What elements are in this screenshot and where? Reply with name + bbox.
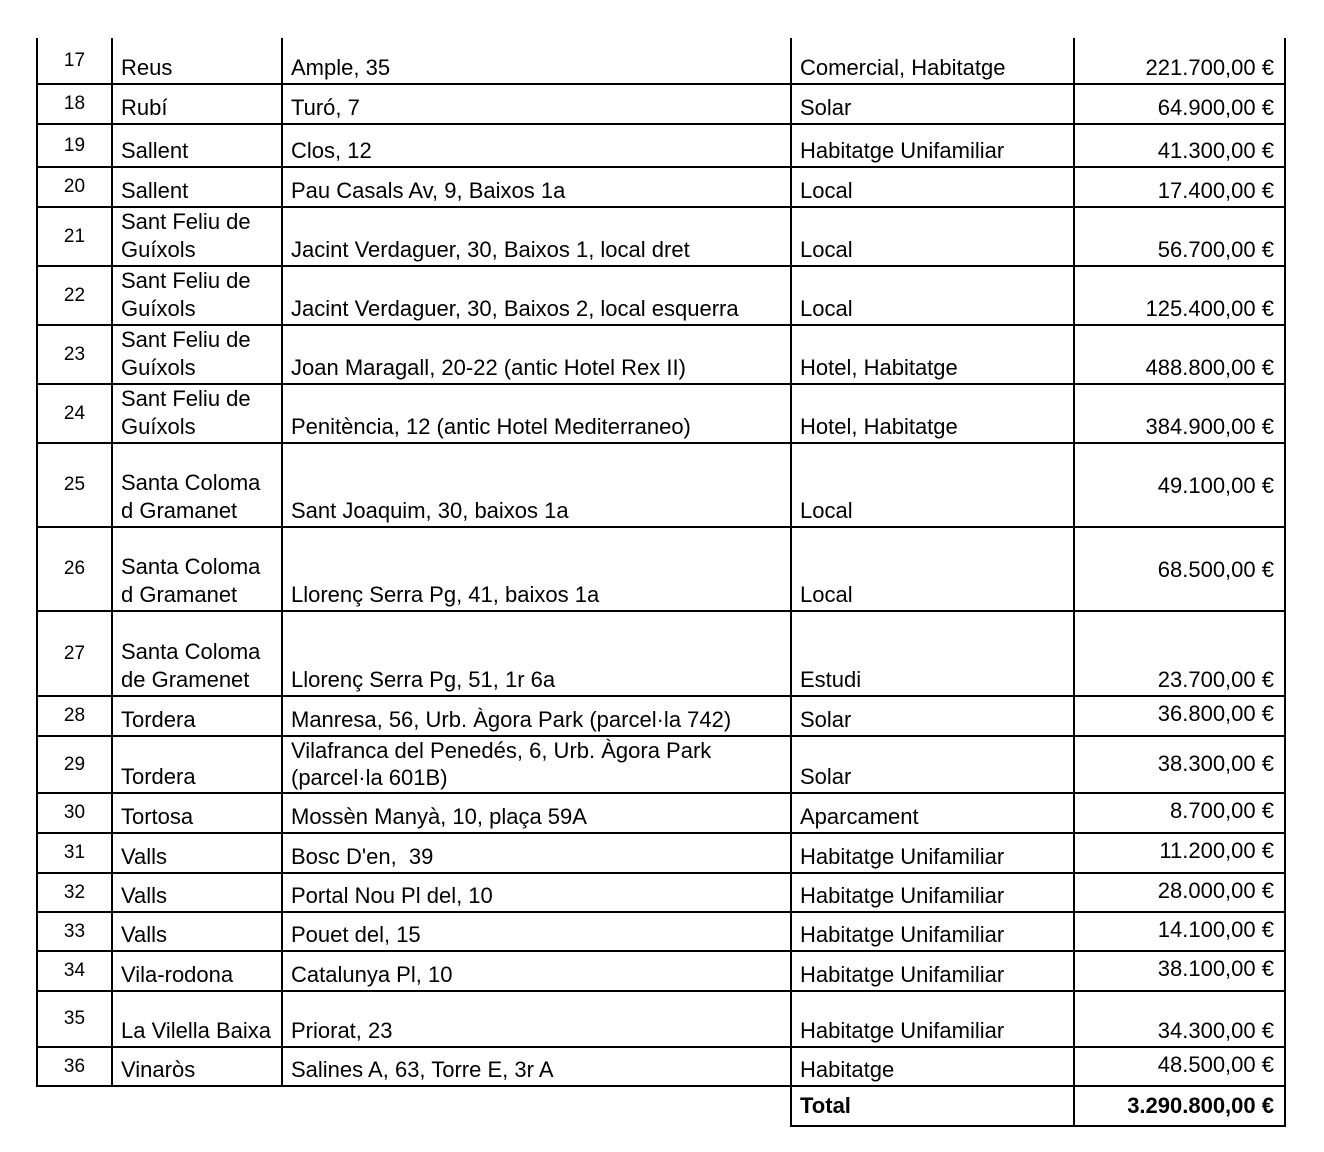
row-type: Habitatge Unifamiliar [791,912,1074,951]
row-city: Santa Coloma de Gramenet [112,611,282,696]
row-type: Comercial, Habitatge [791,38,1074,84]
table-row [37,527,1285,611]
row-price: 488.800,00 € [1074,325,1285,384]
row-price: 28.000,00 € [1074,873,1285,912]
row-number: 30 [37,793,112,833]
row-type: Solar [791,696,1074,736]
table-row [37,84,1285,124]
row-address: Turó, 7 [282,84,791,124]
total-value: 3.290.800,00 € [1074,1086,1285,1126]
row-city: Sant Feliu de Guíxols [112,325,282,384]
total-row [37,1086,1285,1126]
row-address: Mossèn Manyà, 10, plaça 59A [282,793,791,833]
table-row [37,611,1285,696]
row-address: Jacint Verdaguer, 30, Baixos 1, local dret [282,207,791,266]
row-type: Habitatge Unifamiliar [791,873,1074,912]
row-type: Aparcament [791,793,1074,833]
row-price: 48.500,00 € [1074,1047,1285,1086]
row-city: Sant Feliu de Guíxols [112,384,282,443]
row-number: 32 [37,873,112,912]
row-type: Local [791,527,1074,611]
row-type: Estudi [791,611,1074,696]
row-address: Priorat, 23 [282,991,791,1047]
row-city: Sant Feliu de Guíxols [112,266,282,325]
row-address: Joan Maragall, 20-22 (antic Hotel Rex II) [282,325,791,384]
table-row [37,793,1285,833]
row-price: 38.300,00 € [1074,736,1285,793]
table-row [37,266,1285,325]
row-number: 17 [37,38,112,84]
row-type: Local [791,207,1074,266]
table-row [37,873,1285,912]
row-number: 28 [37,696,112,736]
row-address: Pau Casals Av, 9, Baixos 1a [282,167,791,207]
row-price: 64.900,00 € [1074,84,1285,124]
row-city: Sant Feliu de Guíxols [112,207,282,266]
table-row [37,207,1285,266]
row-price: 68.500,00 € [1074,527,1285,611]
row-price: 34.300,00 € [1074,991,1285,1047]
row-number: 29 [37,736,112,793]
row-city: Reus [112,38,282,84]
row-city: Vila-rodona [112,951,282,991]
table-row [37,124,1285,167]
row-city: Tortosa [112,793,282,833]
row-number: 25 [37,443,112,527]
row-address: Manresa, 56, Urb. Àgora Park (parcel·la 742) [282,696,791,736]
row-address: Clos, 12 [282,124,791,167]
row-price: 36.800,00 € [1074,696,1285,736]
table-row [37,38,1285,84]
table-row [37,325,1285,384]
row-type: Habitatge Unifamiliar [791,124,1074,167]
row-address: Llorenç Serra Pg, 41, baixos 1a [282,527,791,611]
row-type: Local [791,443,1074,527]
row-number: 24 [37,384,112,443]
property-table [36,38,1286,1127]
table-row [37,167,1285,207]
row-type: Solar [791,736,1074,793]
row-type: Habitatge Unifamiliar [791,991,1074,1047]
row-city: Tordera [112,736,282,793]
row-city: Valls [112,833,282,873]
row-city: Santa Coloma d Gramanet [112,443,282,527]
row-address: Salines A, 63, Torre E, 3r A [282,1047,791,1086]
total-spacer [282,1086,791,1126]
total-spacer [37,1086,112,1126]
row-address: Pouet del, 15 [282,912,791,951]
table-row [37,912,1285,951]
row-address: Catalunya Pl, 10 [282,951,791,991]
table-row [37,951,1285,991]
row-city: La Vilella Baixa [112,991,282,1047]
row-city: Vinaròs [112,1047,282,1086]
row-price: 56.700,00 € [1074,207,1285,266]
table-row [37,696,1285,736]
row-type: Local [791,266,1074,325]
row-number: 18 [37,84,112,124]
row-city: Valls [112,873,282,912]
row-number: 35 [37,991,112,1047]
row-address: Portal Nou Pl del, 10 [282,873,791,912]
row-price: 8.700,00 € [1074,793,1285,833]
row-city: Sallent [112,124,282,167]
row-number: 34 [37,951,112,991]
row-number: 22 [37,266,112,325]
row-type: Solar [791,84,1074,124]
row-city: Sallent [112,167,282,207]
row-type: Local [791,167,1074,207]
total-label: Total [791,1086,1074,1126]
row-price: 41.300,00 € [1074,124,1285,167]
row-address: Bosc D'en, 39 [282,833,791,873]
row-number: 36 [37,1047,112,1086]
table-row [37,443,1285,527]
row-number: 26 [37,527,112,611]
row-price: 11.200,00 € [1074,833,1285,873]
row-type: Habitatge Unifamiliar [791,833,1074,873]
row-number: 21 [37,207,112,266]
row-price: 17.400,00 € [1074,167,1285,207]
row-price: 384.900,00 € [1074,384,1285,443]
row-type: Habitatge Unifamiliar [791,951,1074,991]
row-city: Valls [112,912,282,951]
row-address: Jacint Verdaguer, 30, Baixos 2, local esquerra [282,266,791,325]
row-city: Tordera [112,696,282,736]
row-city: Rubí [112,84,282,124]
row-number: 19 [37,124,112,167]
table-row [37,1047,1285,1086]
row-price: 125.400,00 € [1074,266,1285,325]
row-number: 33 [37,912,112,951]
row-price: 49.100,00 € [1074,443,1285,527]
row-type: Hotel, Habitatge [791,325,1074,384]
row-number: 23 [37,325,112,384]
table-row [37,736,1285,793]
table-row [37,384,1285,443]
row-type: Habitatge [791,1047,1074,1086]
table-row [37,833,1285,873]
row-price: 14.100,00 € [1074,912,1285,951]
row-address: Penitència, 12 (antic Hotel Mediterraneo) [282,384,791,443]
total-spacer [112,1086,282,1126]
row-price: 221.700,00 € [1074,38,1285,84]
row-address: Vilafranca del Penedés, 6, Urb. Àgora Park (parcel·la 601B) [282,736,791,793]
row-address: Sant Joaquim, 30, baixos 1a [282,443,791,527]
row-number: 27 [37,611,112,696]
row-price: 23.700,00 € [1074,611,1285,696]
row-price: 38.100,00 € [1074,951,1285,991]
row-type: Hotel, Habitatge [791,384,1074,443]
row-number: 20 [37,167,112,207]
row-address: Ample, 35 [282,38,791,84]
row-number: 31 [37,833,112,873]
row-address: Llorenç Serra Pg, 51, 1r 6a [282,611,791,696]
table-row [37,991,1285,1047]
row-city: Santa Coloma d Gramanet [112,527,282,611]
